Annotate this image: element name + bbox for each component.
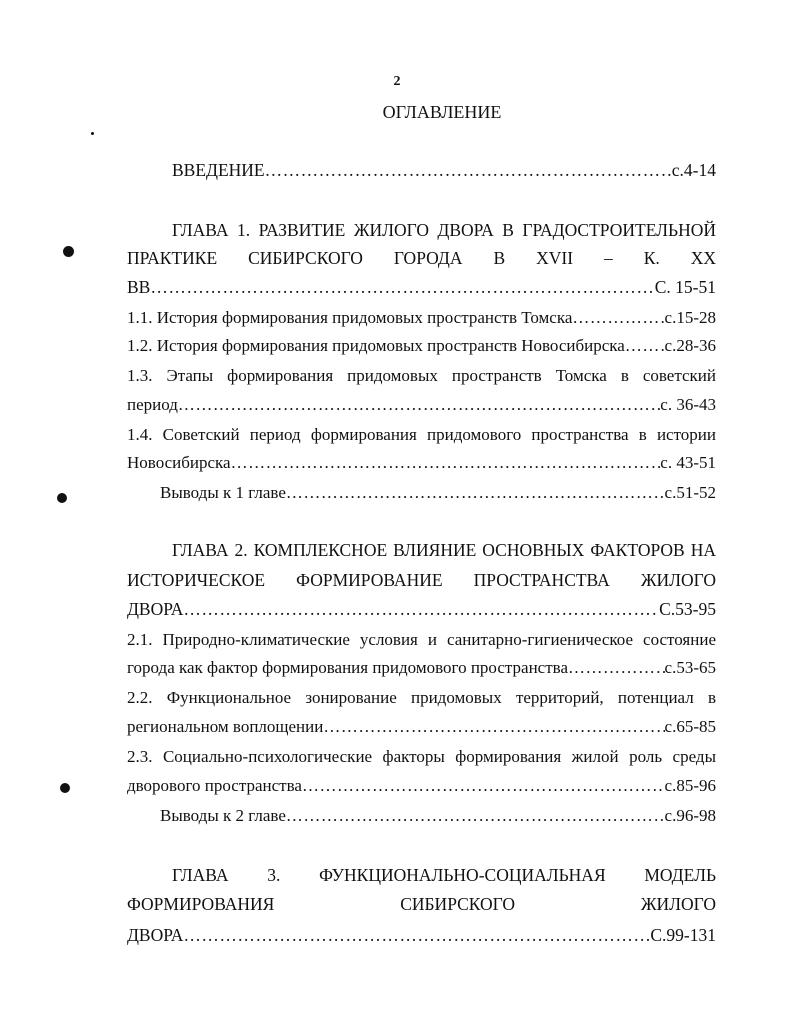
chapter3-heading: ГЛАВА 3. ФУНКЦИОНАЛЬНО-СОЦИАЛЬНАЯ МОДЕЛЬ [172,865,716,885]
toc-page: с.96-98 [664,806,716,825]
page-title: ОГЛАВЛЕНИЕ [382,102,502,122]
toc-page: с.28-36 [664,336,716,355]
dot-leader [625,334,665,358]
dot-leader [183,923,650,947]
dot-leader [178,393,660,417]
toc-entry-text: города как фактор формирования придомового пространства [127,658,568,677]
toc-chapter1[interactable] [127,275,716,299]
dot-leader [323,715,664,739]
toc-section-2-1-page[interactable] [127,656,716,680]
dot-leader [265,158,672,182]
punch-hole-mark [60,783,70,793]
toc-section-2-1: 2.1. Природно-климатические условия и санитарно-гигиеническое состояние [127,630,716,649]
toc-page: с.15-28 [664,308,716,327]
toc-entry-text: Выводы к 1 главе [160,483,286,502]
toc-page: С.53-95 [659,599,716,619]
toc-entry-text: дворового пространства [127,776,302,795]
toc-page: С. 15-51 [654,277,716,297]
scan-mark [91,132,94,135]
punch-hole-mark [63,246,74,257]
toc-chapter2[interactable] [127,597,716,621]
toc-page: с.85-96 [664,776,716,795]
toc-section-1-3-page[interactable] [127,393,716,417]
toc-section-1-3: 1.3. Этапы формирования придомовых пространств Томска в советский [127,366,716,385]
toc-page: с. 36-43 [660,395,716,414]
dot-leader [150,275,654,299]
toc-section-2-2: 2.2. Функциональное зонирование придомовых территорий, потенциал в [127,688,716,707]
dot-leader [286,804,665,828]
toc-section-1-2[interactable] [127,334,716,358]
toc-section-2-3-page[interactable] [127,774,716,798]
chapter3-heading-line2: ФОРМИРОВАНИЯ СИБИРСКОГО ЖИЛОГО [127,894,716,914]
toc-page: с.53-65 [664,658,716,677]
punch-hole-mark [57,493,67,503]
dot-leader [572,306,664,330]
toc-entry-text: 1.1. История формирования придомовых пространств Томска [127,308,573,327]
toc-page: с. 43-51 [660,453,716,472]
chapter2-heading: ГЛАВА 2. КОМПЛЕКСНОЕ ВЛИЯНИЕ ОСНОВНЫХ ФАКТОРОВ НА [172,540,716,560]
dot-leader [286,481,665,505]
toc-intro[interactable] [172,158,716,182]
toc-page: с.51-52 [664,483,716,502]
toc-entry-text: ДВОРА [127,599,184,619]
toc-page: с.65-85 [664,717,716,736]
toc-entry-text: Новосибирска [127,453,231,472]
toc-section-2-2-page[interactable] [127,715,716,739]
chapter2-heading-line2: ИСТОРИЧЕСКОЕ ФОРМИРОВАНИЕ ПРОСТРАНСТВА ЖИЛОГО [127,570,716,590]
toc-entry-text: ДВОРА [127,925,184,945]
dot-leader [183,597,659,621]
toc-conclusions-2[interactable] [160,804,716,828]
dot-leader [568,656,665,680]
toc-entry-text: Выводы к 2 главе [160,806,286,825]
toc-entry-text: период [127,395,178,414]
toc-conclusions-1[interactable] [160,481,716,505]
toc-entry-text: 1.2. История формирования придомовых пространств Новосибирска [127,336,625,355]
toc-entry-text: региональном воплощении [127,717,324,736]
dot-leader [302,774,665,798]
toc-section-1-1[interactable] [127,306,716,330]
toc-page: с.4-14 [671,160,716,180]
dot-leader [231,451,661,475]
toc-chapter3[interactable] [127,923,716,947]
toc-section-1-4-page[interactable] [127,451,716,475]
toc-entry-text: ВВ [127,277,151,297]
toc-entry-text: ВВЕДЕНИЕ [172,160,265,180]
page-number: 2 [393,74,401,89]
chapter1-heading-line2: ПРАКТИКЕ СИБИРСКОГО ГОРОДА В XVII – К. XX [127,248,716,268]
toc-page: С.99-131 [650,925,716,945]
chapter1-heading: ГЛАВА 1. РАЗВИТИЕ ЖИЛОГО ДВОРА В ГРАДОСТРОИТЕЛЬНОЙ [172,220,716,240]
toc-section-2-3: 2.3. Социально-психологические факторы формирования жилой роль среды [127,747,716,766]
toc-section-1-4: 1.4. Советский период формирования придомового пространства в истории [127,425,716,444]
